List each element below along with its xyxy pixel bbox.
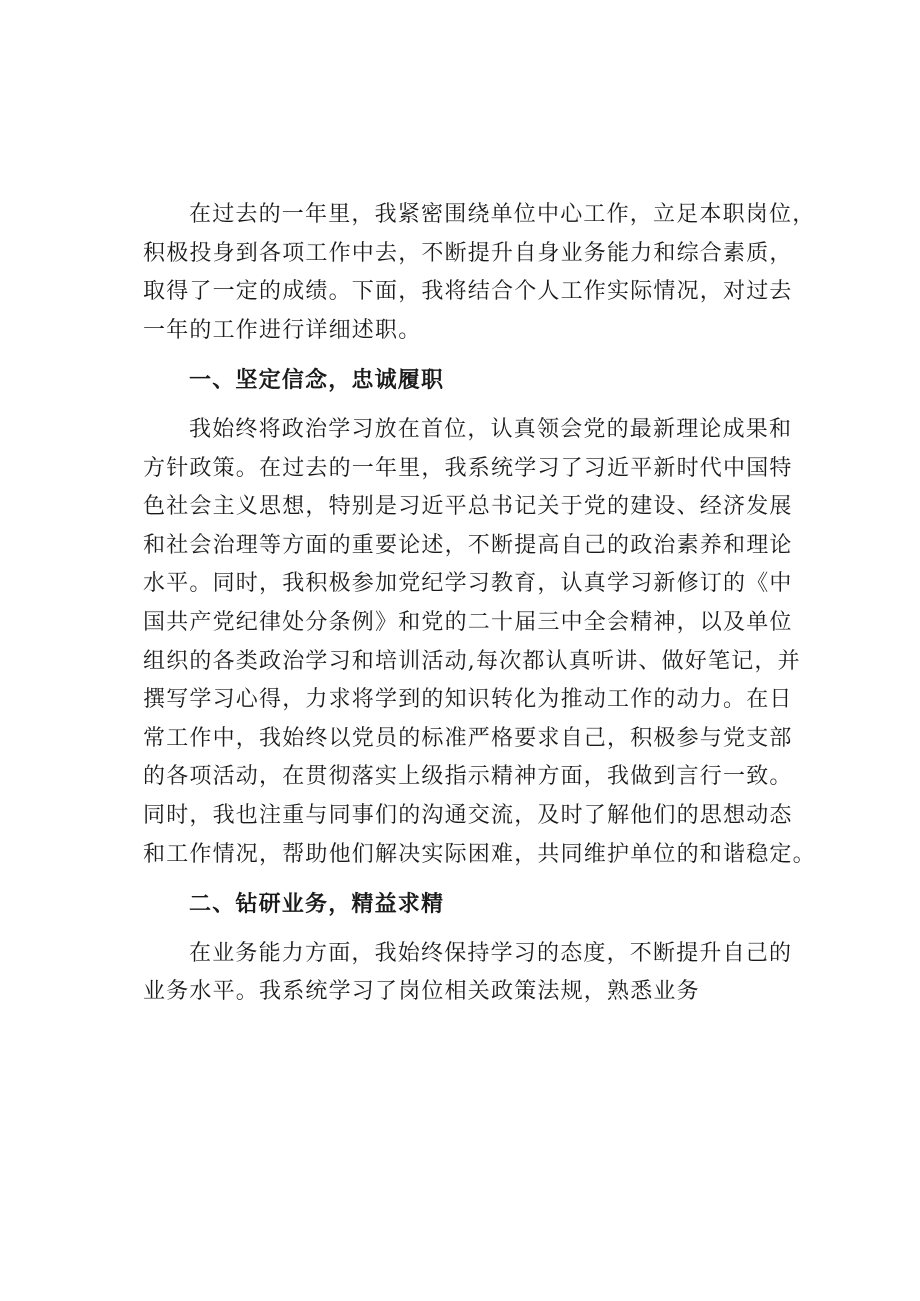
text-line: 业务水平。我系统学习了岗位相关政策法规，熟悉业务 xyxy=(143,979,700,1005)
section-heading-text: 一、坚定信念，忠诚履职 xyxy=(189,367,445,394)
text-line: 一年的工作进行详细述职。 xyxy=(143,317,422,343)
text-line: 方针政策。在过去的一年里，我系统学习了习近平新时代中国特 xyxy=(143,455,793,481)
text-line: 水平。同时，我积极参加党纪学习教育，认真学习新修订的《中 xyxy=(143,571,793,597)
text-line: 同时，我也注重与同事们的沟通交流，及时了解他们的思想动态 xyxy=(143,802,793,828)
paragraph-intro xyxy=(143,196,816,350)
text-line: 组织的各类政治学习和培训活动,每次都认真听讲、做好笔记，并 xyxy=(143,648,801,674)
text-line: 的各项活动，在贯彻落实上级指示精神方面，我做到言行一致。 xyxy=(143,764,793,790)
paragraph-section-2 xyxy=(143,935,803,1012)
text-line: 和社会治理等方面的重要论述，不断提高自己的政治素养和理论 xyxy=(143,532,793,558)
text-line: 撰写学习心得，力求将学到的知识转化为推动工作的动力。在日 xyxy=(143,687,793,713)
text-line: 常工作中，我始终以党员的标准严格要求自己，积极参与党支部 xyxy=(143,725,793,751)
text-line: 在过去的一年里，我紧密围绕单位中心工作，立足本职岗位， xyxy=(189,202,816,227)
text-line: 和工作情况，帮助他们解决实际困难，共同维护单位的和谐稳定。 xyxy=(143,841,816,867)
text-line: 国共产党纪律处分条例》和党的二十届三中全会精神，以及单位 xyxy=(143,609,793,635)
section-heading-2 xyxy=(143,885,803,924)
section-heading-text: 二、钻研业务，精益求精 xyxy=(189,891,445,918)
text-line: 在业务能力方面，我始终保持学习的态度，不断提升自己的 xyxy=(189,940,793,966)
document-body xyxy=(143,196,816,1012)
text-line: 积极投身到各项工作中去，不断提升自身业务能力和综合素质， xyxy=(143,240,793,266)
section-heading-1 xyxy=(143,361,803,400)
text-line: 我始终将政治学习放在首位，认真领会党的最新理论成果和 xyxy=(189,416,793,442)
text-line: 色社会主义思想，特别是习近平总书记关于党的建设、经济发展 xyxy=(143,494,793,520)
paragraph-section-1 xyxy=(143,411,816,874)
text-line: 取得了一定的成绩。下面，我将结合个人工作实际情况，对过去 xyxy=(143,279,793,305)
